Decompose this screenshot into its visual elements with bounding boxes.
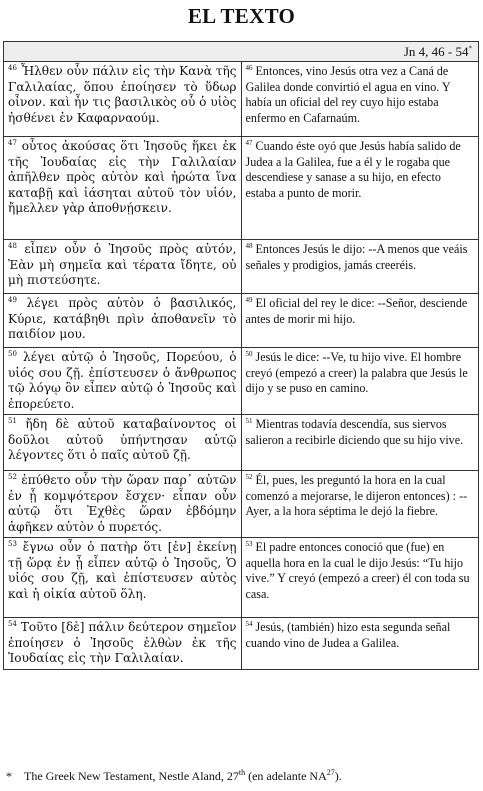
reference-marker: * xyxy=(468,44,472,53)
verse-row xyxy=(4,471,479,538)
verse-number: 54 xyxy=(245,619,253,628)
spanish-verse-cell xyxy=(241,348,479,415)
footnote-sup: 27 xyxy=(326,768,335,777)
spanish-verse-cell xyxy=(241,471,479,538)
greek-verse-text: Τοῦτο [δὲ] πάλιν δεύτερον σημεῖον ἐποίησεν ὁ Ἰησοῦς ἐλθὼν ἐκ τῆς Ἰουδαίας εἰς τὴν Γαλιλαίαν. xyxy=(8,620,237,665)
spanish-verse-text: Entonces Jesús le dijo: --A menos que veáis señales y prodigios, jamás creeréis. xyxy=(245,242,468,272)
footnote-text: (en adelante NA xyxy=(245,769,327,783)
verse-number: 52 xyxy=(8,472,17,481)
greek-verse-cell xyxy=(4,62,242,137)
greek-verse-cell xyxy=(4,240,242,294)
spanish-verse-text: Mientras todavía descendía, sus siervos salieron a recibirle diciendo que su hijo vive. xyxy=(245,417,464,447)
spanish-verse-cell xyxy=(241,240,479,294)
greek-verse-cell xyxy=(4,348,242,415)
verse-number: 53 xyxy=(245,539,253,548)
spanish-verse-text: El oficial del rey le dice: --Señor, desciende antes de morir mi hijo. xyxy=(245,296,468,326)
verse-number: 47 xyxy=(245,138,253,147)
spanish-verse-text: Entonces, vino Jesús otra vez a Caná de Galilea donde convirtió el agua en vino. Y había un oficial del rey cuyo hijo estaba enfermo en Cafarnaúm. xyxy=(245,64,451,125)
verse-row xyxy=(4,137,479,240)
spanish-verse-text: Él, pues, les preguntó la hora en la cual comenzó a mejorarse, le dijeron entonces) : --Ayer, a la hora séptima le dejó la fiebre. xyxy=(245,473,468,518)
greek-verse-text: ἔγνω οὖν ὁ πατὴρ ὅτι [ἐν] ἐκείνῃ τῇ ὥρᾳ ἐν ᾗ εἶπεν αὐτῷ ὁ Ἰησοῦς, Ὁ υἱός σου ζῇ, καὶ ἐπίστευσεν αὐτὸς καὶ ἡ οἰκία αὐτοῦ ὅλη. xyxy=(8,540,237,601)
spanish-verse-cell xyxy=(241,415,479,471)
parallel-text-table xyxy=(3,41,479,670)
footnote xyxy=(6,769,342,784)
verse-number: 48 xyxy=(245,241,253,250)
greek-verse-text: ἤδη δὲ αὐτοῦ καταβαίνοντος οἱ δοῦλοι αὐτοῦ ὑπήντησαν αὐτῷ λέγοντες ὅτι ὁ παῖς αὐτοῦ ζῇ. xyxy=(8,417,237,462)
greek-verse-text: λέγει πρὸς αὐτὸν ὁ βασιλικός, Κύριε, κατάβηθι πρὶν ἀποθανεῖν τὸ παιδίον μου. xyxy=(8,296,237,341)
verse-row xyxy=(4,240,479,294)
verse-number: 49 xyxy=(245,295,253,304)
greek-verse-text: λέγει αὐτῷ ὁ Ἰησοῦς, Πορεύου, ὁ υἱός σου ζῇ. ἐπίστευσεν ὁ ἄνθρωπος τῷ λόγῳ ὃν εἶπεν αὐτῷ ὁ Ἰησοῦς καὶ ἐπορεύετο. xyxy=(8,350,237,411)
verse-row xyxy=(4,415,479,471)
greek-verse-text: ἐπύθετο οὖν τὴν ὥραν παρ᾽ αὐτῶν ἐν ᾗ κομψότερον ἔσχεν· εἶπαν οὖν αὐτῷ ὅτι Ἐχθὲς ὥραν ἑβδόμην ἀφῆκεν αὐτὸν ὁ πυρετός. xyxy=(8,473,237,534)
greek-verse-cell xyxy=(4,618,242,670)
verse-number: 50 xyxy=(245,349,253,358)
spanish-verse-text: Cuando éste oyó que Jesús había salido de Judea a la Galilea, fue a él y le rogaba que descendiese y sanase a su hijo, en efecto estaba a punto de morir. xyxy=(245,139,461,200)
greek-verse-text: εἶπεν οὖν ὁ Ἰησοῦς πρὸς αὐτόν, Ἐὰν μὴ σημεῖα καὶ τέρατα ἴδητε, οὐ μὴ πιστεύσητε. xyxy=(8,242,237,287)
verse-row xyxy=(4,618,479,670)
verse-number: 49 xyxy=(8,295,17,304)
greek-verse-text: Ἦλθεν οὖν πάλιν εἰς τὴν Κανὰ τῆς Γαλιλαίας, ὅπου ἐποίησεν τὸ ὕδωρ οἶνον. καὶ ἦν τις βασιλικὸς οὗ ὁ υἱὸς ἠσθένει ἐν Καφαρναούμ. xyxy=(8,64,237,125)
passage-reference xyxy=(4,42,479,62)
verse-number: 46 xyxy=(8,63,17,72)
greek-verse-cell xyxy=(4,471,242,538)
spanish-verse-cell xyxy=(241,618,479,670)
verse-number: 46 xyxy=(245,63,253,72)
spanish-verse-cell xyxy=(241,294,479,348)
page-title: EL TEXTO xyxy=(187,4,296,28)
spanish-verse-text: Jesús le dice: --Ve, tu hijo vive. El hombre creyó (empezó a creer) la palabra que Jesús le dijo y se puso en camino. xyxy=(245,350,468,395)
spanish-verse-cell xyxy=(241,137,479,240)
footnote-mark: * xyxy=(6,769,12,783)
verse-number: 50 xyxy=(8,349,17,358)
spanish-verse-cell xyxy=(241,62,479,137)
greek-verse-cell xyxy=(4,294,242,348)
verse-number: 48 xyxy=(8,241,17,250)
greek-verse-cell xyxy=(4,415,242,471)
spanish-verse-text: Jesús, (también) hizo esta segunda señal cuando vino de Judea a Galilea. xyxy=(245,620,451,650)
greek-verse-cell xyxy=(4,137,242,240)
verse-row xyxy=(4,538,479,618)
footnote-text: The Greek New Testament, Nestle Aland, 27 xyxy=(24,769,239,783)
verse-number: 47 xyxy=(8,138,17,147)
greek-verse-cell xyxy=(4,538,242,618)
reference-text: Jn 4, 46 - 54 xyxy=(403,44,469,59)
verse-row xyxy=(4,62,479,137)
reference-row xyxy=(4,42,479,62)
greek-verse-text: οὗτος ἀκούσας ὅτι Ἰησοῦς ἥκει ἐκ τῆς Ἰουδαίας εἰς τὴν Γαλιλαίαν ἀπῆλθεν πρὸς αὐτὸν καὶ ἠρώτα ἵνα καταβῇ καὶ ἰάσηται αὐτοῦ τὸν υἱόν, ἤμελλεν γὰρ ἀποθνῄσκειν. xyxy=(8,139,237,215)
spanish-verse-text: El padre entonces conoció que (fue) en aquella hora en la cual le dijo Jesús: “Tu hijo vive.” Y creyó (empezó a creer) él con toda su casa. xyxy=(245,540,470,601)
verse-number: 51 xyxy=(8,416,17,425)
verse-row xyxy=(4,294,479,348)
spanish-verse-cell xyxy=(241,538,479,618)
footnote-sup: th xyxy=(238,768,246,777)
footnote-text: ). xyxy=(334,769,342,783)
verse-row xyxy=(4,348,479,415)
verse-number: 54 xyxy=(8,619,17,628)
verse-number: 51 xyxy=(245,416,253,425)
verse-number: 53 xyxy=(8,539,17,548)
verse-number: 52 xyxy=(245,472,253,481)
